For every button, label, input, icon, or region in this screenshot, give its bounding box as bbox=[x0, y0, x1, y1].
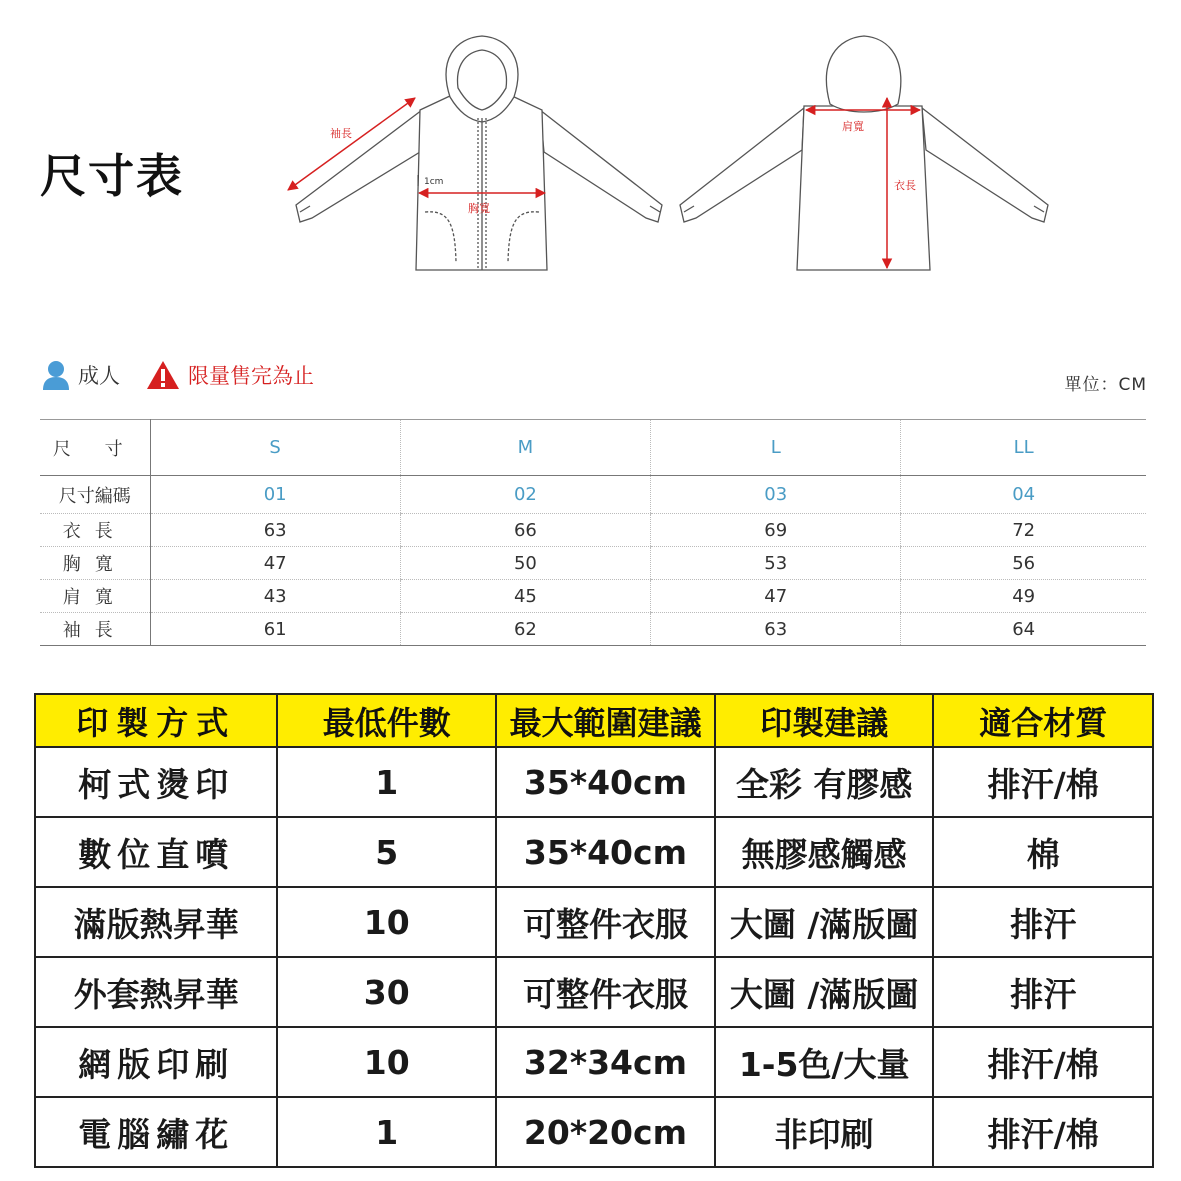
print-row bbox=[35, 817, 1153, 887]
size-cell: 45 bbox=[400, 580, 650, 613]
size-header-label: 尺 寸 bbox=[40, 420, 150, 476]
print-cell: 柯式燙印 bbox=[35, 747, 277, 817]
print-cell: 棉 bbox=[933, 817, 1153, 887]
size-row-label: 胸寬 bbox=[40, 547, 150, 580]
shoulder-label: 肩寬 bbox=[842, 120, 864, 133]
size-cell: 53 bbox=[651, 547, 901, 580]
unit-label: 單位：CM bbox=[1064, 375, 1147, 395]
warning-icon bbox=[146, 360, 180, 390]
print-row bbox=[35, 1097, 1153, 1167]
size-table bbox=[40, 419, 1146, 646]
size-cell: 63 bbox=[150, 514, 400, 547]
length-label: 衣長 bbox=[894, 179, 916, 192]
print-cell: 35*40cm bbox=[496, 817, 715, 887]
print-cell: 30 bbox=[277, 957, 496, 1027]
hoodie-diagram bbox=[0, 0, 1181, 300]
print-cell: 網版印刷 bbox=[35, 1027, 277, 1097]
print-cell: 排汗 bbox=[933, 887, 1153, 957]
size-cell: 61 bbox=[150, 613, 400, 646]
print-header-cell: 最低件數 bbox=[277, 694, 496, 747]
print-cell: 非印刷 bbox=[715, 1097, 934, 1167]
size-cell: 62 bbox=[400, 613, 650, 646]
print-cell: 5 bbox=[277, 817, 496, 887]
size-cell: 49 bbox=[901, 580, 1146, 613]
print-cell: 排汗/棉 bbox=[933, 747, 1153, 817]
size-cell: 72 bbox=[901, 514, 1146, 547]
print-cell: 排汗 bbox=[933, 957, 1153, 1027]
size-row-label: 衣長 bbox=[40, 514, 150, 547]
print-cell: 1 bbox=[277, 1097, 496, 1167]
print-cell: 排汗/棉 bbox=[933, 1097, 1153, 1167]
size-cell: 02 bbox=[400, 476, 650, 514]
print-cell: 10 bbox=[277, 1027, 496, 1097]
info-row bbox=[42, 358, 1147, 394]
size-cell: 66 bbox=[400, 514, 650, 547]
print-cell: 電腦繡花 bbox=[35, 1097, 277, 1167]
print-row bbox=[35, 1027, 1153, 1097]
size-cell: 56 bbox=[901, 547, 1146, 580]
size-row bbox=[40, 514, 1146, 547]
print-method-table bbox=[34, 693, 1154, 1168]
size-cell: 64 bbox=[901, 613, 1146, 646]
print-cell: 可整件衣服 bbox=[496, 957, 715, 1027]
print-cell: 1-5色/大量 bbox=[715, 1027, 934, 1097]
print-cell: 大圖 /滿版圖 bbox=[715, 887, 934, 957]
size-cell: 47 bbox=[150, 547, 400, 580]
print-cell: 數位直噴 bbox=[35, 817, 277, 887]
print-cell: 大圖 /滿版圖 bbox=[715, 957, 934, 1027]
print-cell: 35*40cm bbox=[496, 747, 715, 817]
print-cell: 全彩 有膠感 bbox=[715, 747, 934, 817]
size-header-row bbox=[40, 420, 1146, 476]
size-cell: 50 bbox=[400, 547, 650, 580]
size-header-cell: S bbox=[150, 420, 400, 476]
print-header-row bbox=[35, 694, 1153, 747]
size-row bbox=[40, 580, 1146, 613]
print-cell: 可整件衣服 bbox=[496, 887, 715, 957]
print-cell: 外套熱昇華 bbox=[35, 957, 277, 1027]
print-cell: 32*34cm bbox=[496, 1027, 715, 1097]
margin-label: 1cm bbox=[424, 177, 444, 187]
print-header-cell: 印製建議 bbox=[715, 694, 934, 747]
print-header-cell: 最大範圍建議 bbox=[496, 694, 715, 747]
size-cell: 47 bbox=[651, 580, 901, 613]
audience-text: 成人 bbox=[78, 364, 120, 388]
print-cell: 20*20cm bbox=[496, 1097, 715, 1167]
size-row-label: 袖長 bbox=[40, 613, 150, 646]
print-cell: 滿版熱昇華 bbox=[35, 887, 277, 957]
back-hoodie-outline bbox=[680, 36, 1048, 270]
print-header-cell: 適合材質 bbox=[933, 694, 1153, 747]
size-cell: 01 bbox=[150, 476, 400, 514]
size-cell: 69 bbox=[651, 514, 901, 547]
size-cell: 63 bbox=[651, 613, 901, 646]
size-row bbox=[40, 476, 1146, 514]
print-row bbox=[35, 747, 1153, 817]
limited-text: 限量售完為止 bbox=[188, 364, 314, 388]
print-cell: 排汗/棉 bbox=[933, 1027, 1153, 1097]
size-row bbox=[40, 547, 1146, 580]
size-row-label: 肩寬 bbox=[40, 580, 150, 613]
size-row-label: 尺寸編碼 bbox=[40, 476, 150, 514]
person-icon bbox=[42, 360, 70, 390]
size-header-cell: L bbox=[651, 420, 901, 476]
limited-notice bbox=[146, 360, 314, 390]
size-header-cell: M bbox=[400, 420, 650, 476]
size-header-cell: LL bbox=[901, 420, 1146, 476]
size-row bbox=[40, 613, 1146, 646]
print-header-cell: 印製方式 bbox=[35, 694, 277, 747]
print-row bbox=[35, 887, 1153, 957]
front-hoodie-outline bbox=[296, 36, 662, 270]
print-cell: 10 bbox=[277, 887, 496, 957]
size-cell: 04 bbox=[901, 476, 1146, 514]
page-title: 尺寸表 bbox=[40, 149, 184, 203]
chest-label: 胸寬 bbox=[468, 202, 490, 215]
sleeve-label: 袖長 bbox=[330, 127, 352, 140]
print-cell: 無膠感觸感 bbox=[715, 817, 934, 887]
size-cell: 03 bbox=[651, 476, 901, 514]
print-row bbox=[35, 957, 1153, 1027]
print-cell: 1 bbox=[277, 747, 496, 817]
audience-badge bbox=[42, 360, 120, 390]
size-cell: 43 bbox=[150, 580, 400, 613]
